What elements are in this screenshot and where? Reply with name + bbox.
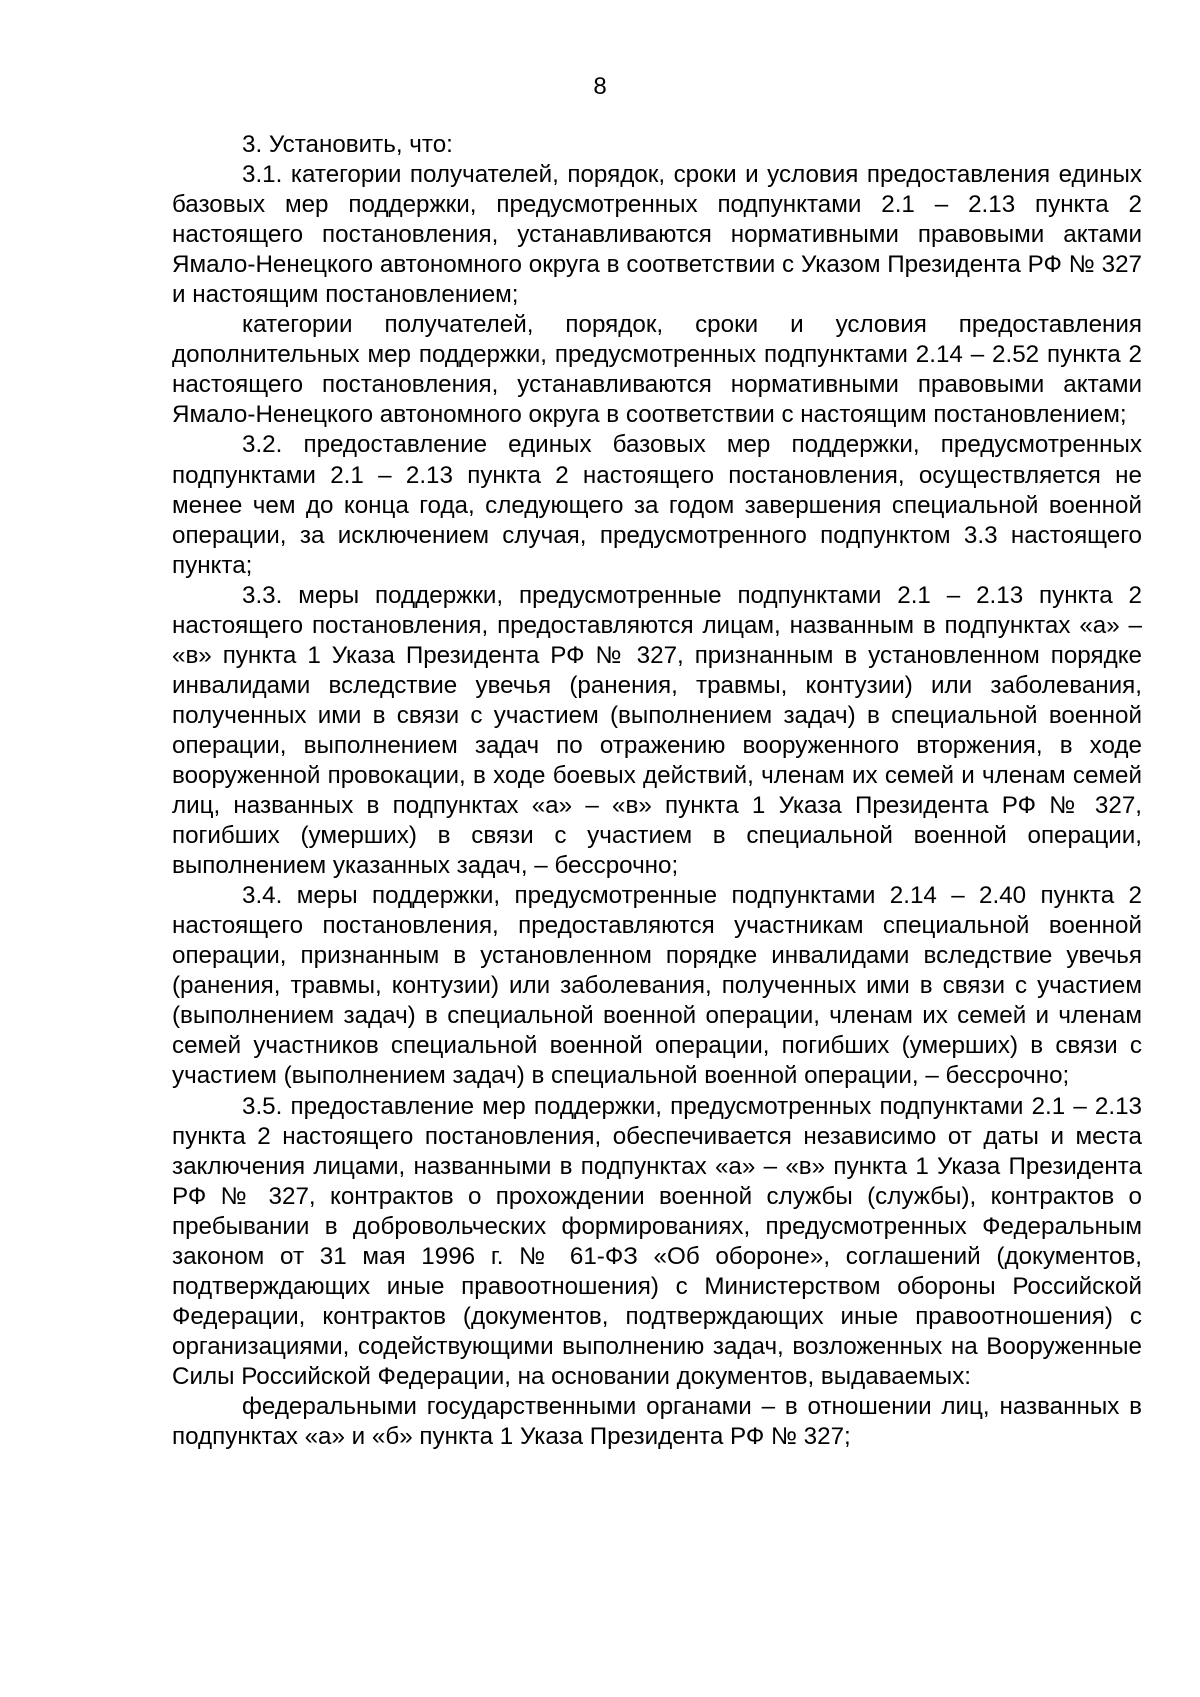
paragraph-clause-3-1-additional: категории получателей, порядок, сроки и условия предоставления дополнительных мер поддержки, предусмотренных подпунктами 2.14 – 2.52 пункта 2 настоящего постановления, устанавливаются нормативными правовыми актами Ямало-Ненецкого автономного округа в соответствии с настоящим постановлением; (172, 311, 1142, 429)
paragraph-clause-3-3: 3.3. меры поддержки, предусмотренные подпунктами 2.1 – 2.13 пункта 2 настоящего постановления, предоставляются лицам, названным в подпунктах «а» – «в» пункта 1 Указа Президента РФ № 327, признанным в установленном порядке инвалидами вследствие увечья (ранения, травмы, контузии) или заболевания, полученных ими в связи с участием (выполнением задач) в специальной военной операции, выполнением задач по отражению вооруженного вторжения, в ходе вооруженной провокации, в ходе боевых действий, членам их семей и членам семей лиц, названных в подпунктах «а» – «в» пункта 1 Указа Президента РФ № 327, погибших (умерших) в связи с участием в специальной военной операции, выполнением указанных задач, – бессрочно; (172, 581, 1142, 880)
page-number: 8 (593, 73, 607, 100)
paragraph-clause-3-4: 3.4. меры поддержки, предусмотренные подпунктами 2.14 – 2.40 пункта 2 настоящего постановления, предоставляются участникам специальной военной операции, признанным в установленном порядке инвалидами вследствие увечья (ранения, травмы, контузии) или заболевания, полученных ими в связи с участием (выполнением задач) в специальной военной операции, членам их семей и членам семей участников специальной военной операции, погибших (умерших) в связи с участием (выполнением задач) в специальной военной операции, – бессрочно; (172, 882, 1142, 1090)
paragraph-clause-3: 3. Установить, что: (242, 131, 453, 158)
paragraph-clause-3-5: 3.5. предоставление мер поддержки, предусмотренных подпунктами 2.1 – 2.13 пункта 2 настоящего постановления, обеспечивается независимо от даты и места заключения лицами, названными в подпунктах «а» – «в» пункта 1 Указа Президента РФ № 327, контрактов о прохождении военной службы (службы), контрактов о пребывании в добровольческих формированиях, предусмотренных Федеральным законом от 31 мая 1996 г. № 61-ФЗ «Об обороне», соглашений (документов, подтверждающих иные правоотношения) с Министерством обороны Российской Федерации, контрактов (документов, подтверждающих иные правоотношения) с организациями, содействующими выполнению задач, возложенных на Вооруженные Силы Российской Федерации, на основании документов, выдаваемых: (172, 1092, 1142, 1390)
document-body (172, 130, 1142, 1452)
paragraph-clause-3-2: 3.2. предоставление единых базовых мер поддержки, предусмотренных подпунктами 2.1 – 2.13 пункта 2 настоящего постановления, осуществляется не менее чем до конца года, следующего за годом завершения специальной военной операции, за исключением случая, предусмотренного подпунктом 3.3 настоящего пункта; (172, 431, 1142, 579)
paragraph-clause-3-1: 3.1. категории получателей, порядок, сроки и условия предоставления единых базовых мер поддержки, предусмотренных подпунктами 2.1 – 2.13 пункта 2 настоящего постановления, устанавливаются нормативными правовыми актами Ямало-Ненецкого автономного округа в соответствии с Указом Президента РФ № 327 и настоящим постановлением; (172, 161, 1142, 309)
paragraph-clause-3-5-federal-bodies: федеральными государственными органами – в отношении лиц, названных в подпунктах «а» и «б» пункта 1 Указа Президента РФ № 327; (172, 1392, 1142, 1451)
